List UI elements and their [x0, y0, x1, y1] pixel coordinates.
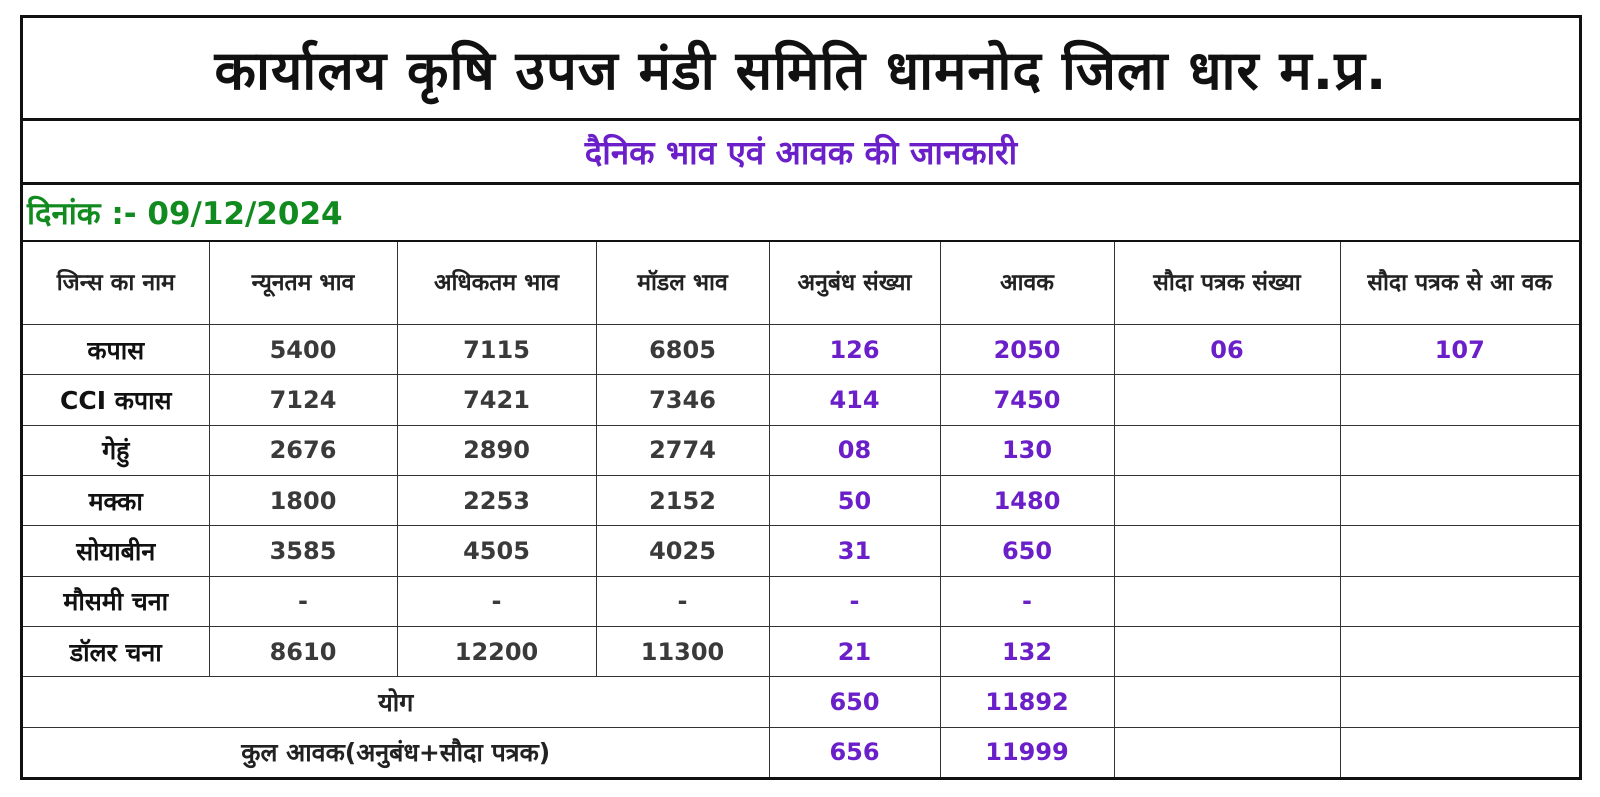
arrival-cell: 7450 — [940, 375, 1114, 425]
deal-count-cell — [1114, 425, 1340, 475]
deal-arrival-cell — [1340, 626, 1579, 676]
contract-count-cell: 50 — [769, 475, 940, 525]
total-row — [23, 677, 1579, 727]
title-band — [23, 18, 1579, 121]
col-header-commodity: जिन्स का नाम — [23, 242, 209, 325]
min-price-cell: 8610 — [209, 626, 397, 676]
grand-total-label: कुल आवक(अनुबंध+सौदा पत्रक) — [23, 727, 769, 777]
max-price-cell: 12200 — [397, 626, 596, 676]
commodity-name: मौसमी चना — [23, 576, 209, 626]
table-row — [23, 375, 1579, 425]
arrival-cell: 132 — [940, 626, 1114, 676]
col-header-contract-count: अनुबंध संख्या — [769, 242, 940, 325]
arrival-cell: 1480 — [940, 475, 1114, 525]
deal-arrival-cell — [1340, 576, 1579, 626]
table-row — [23, 325, 1579, 375]
col-header-arrival: आवक — [940, 242, 1114, 325]
mandi-report-sheet — [20, 15, 1582, 780]
report-date: दिनांक :- 09/12/2024 — [27, 195, 343, 232]
total-arrival: 11892 — [940, 677, 1114, 727]
page-subtitle: दैनिक भाव एवं आवक की जानकारी — [584, 133, 1018, 172]
subtitle-band — [23, 121, 1579, 185]
empty-cell — [1340, 727, 1579, 777]
table-header-row — [23, 242, 1579, 325]
max-price-cell: - — [397, 576, 596, 626]
deal-count-cell: 06 — [1114, 325, 1340, 375]
table-row — [23, 526, 1579, 576]
col-header-max-price: अधिकतम भाव — [397, 242, 596, 325]
grand-total-row — [23, 727, 1579, 777]
price-table-wrap — [23, 242, 1579, 777]
contract-count-cell: - — [769, 576, 940, 626]
col-header-deal-count: सौदा पत्रक संख्या — [1114, 242, 1340, 325]
date-band — [23, 185, 1579, 242]
col-header-modal-price: मॉडल भाव — [596, 242, 769, 325]
empty-cell — [1340, 677, 1579, 727]
deal-count-cell — [1114, 475, 1340, 525]
arrival-cell: 2050 — [940, 325, 1114, 375]
commodity-name: कपास — [23, 325, 209, 375]
page-title: कार्यालय कृषि उपज मंडी समिति धामनोद जिला धार म.प्र. — [214, 39, 1388, 102]
col-header-deal-arrival: सौदा पत्रक से आ वक — [1340, 242, 1579, 325]
min-price-cell: 7124 — [209, 375, 397, 425]
arrival-cell: 650 — [940, 526, 1114, 576]
commodity-name: गेहुं — [23, 425, 209, 475]
price-arrival-table — [23, 242, 1579, 777]
empty-cell — [1114, 727, 1340, 777]
table-row — [23, 626, 1579, 676]
commodity-name: डॉलर चना — [23, 626, 209, 676]
min-price-cell: 3585 — [209, 526, 397, 576]
commodity-name: मक्का — [23, 475, 209, 525]
deal-arrival-cell — [1340, 475, 1579, 525]
max-price-cell: 7115 — [397, 325, 596, 375]
grand-total-contracts: 656 — [769, 727, 940, 777]
max-price-cell: 2253 — [397, 475, 596, 525]
deal-count-cell — [1114, 626, 1340, 676]
contract-count-cell: 31 — [769, 526, 940, 576]
deal-arrival-cell: 107 — [1340, 325, 1579, 375]
grand-total-arrival: 11999 — [940, 727, 1114, 777]
arrival-cell: 130 — [940, 425, 1114, 475]
modal-price-cell: 4025 — [596, 526, 769, 576]
commodity-name: CCI कपास — [23, 375, 209, 425]
col-header-min-price: न्यूनतम भाव — [209, 242, 397, 325]
contract-count-cell: 08 — [769, 425, 940, 475]
modal-price-cell: 11300 — [596, 626, 769, 676]
modal-price-cell: 2152 — [596, 475, 769, 525]
max-price-cell: 7421 — [397, 375, 596, 425]
modal-price-cell: - — [596, 576, 769, 626]
max-price-cell: 4505 — [397, 526, 596, 576]
contract-count-cell: 414 — [769, 375, 940, 425]
table-row — [23, 576, 1579, 626]
max-price-cell: 2890 — [397, 425, 596, 475]
total-label: योग — [23, 677, 769, 727]
modal-price-cell: 2774 — [596, 425, 769, 475]
min-price-cell: 5400 — [209, 325, 397, 375]
min-price-cell: 2676 — [209, 425, 397, 475]
deal-count-cell — [1114, 526, 1340, 576]
min-price-cell: - — [209, 576, 397, 626]
deal-arrival-cell — [1340, 375, 1579, 425]
modal-price-cell: 6805 — [596, 325, 769, 375]
total-contracts: 650 — [769, 677, 940, 727]
arrival-cell: - — [940, 576, 1114, 626]
contract-count-cell: 21 — [769, 626, 940, 676]
min-price-cell: 1800 — [209, 475, 397, 525]
empty-cell — [1114, 677, 1340, 727]
deal-arrival-cell — [1340, 526, 1579, 576]
table-row — [23, 475, 1579, 525]
contract-count-cell: 126 — [769, 325, 940, 375]
commodity-name: सोयाबीन — [23, 526, 209, 576]
modal-price-cell: 7346 — [596, 375, 769, 425]
deal-count-cell — [1114, 375, 1340, 425]
table-row — [23, 425, 1579, 475]
deal-arrival-cell — [1340, 425, 1579, 475]
deal-count-cell — [1114, 576, 1340, 626]
